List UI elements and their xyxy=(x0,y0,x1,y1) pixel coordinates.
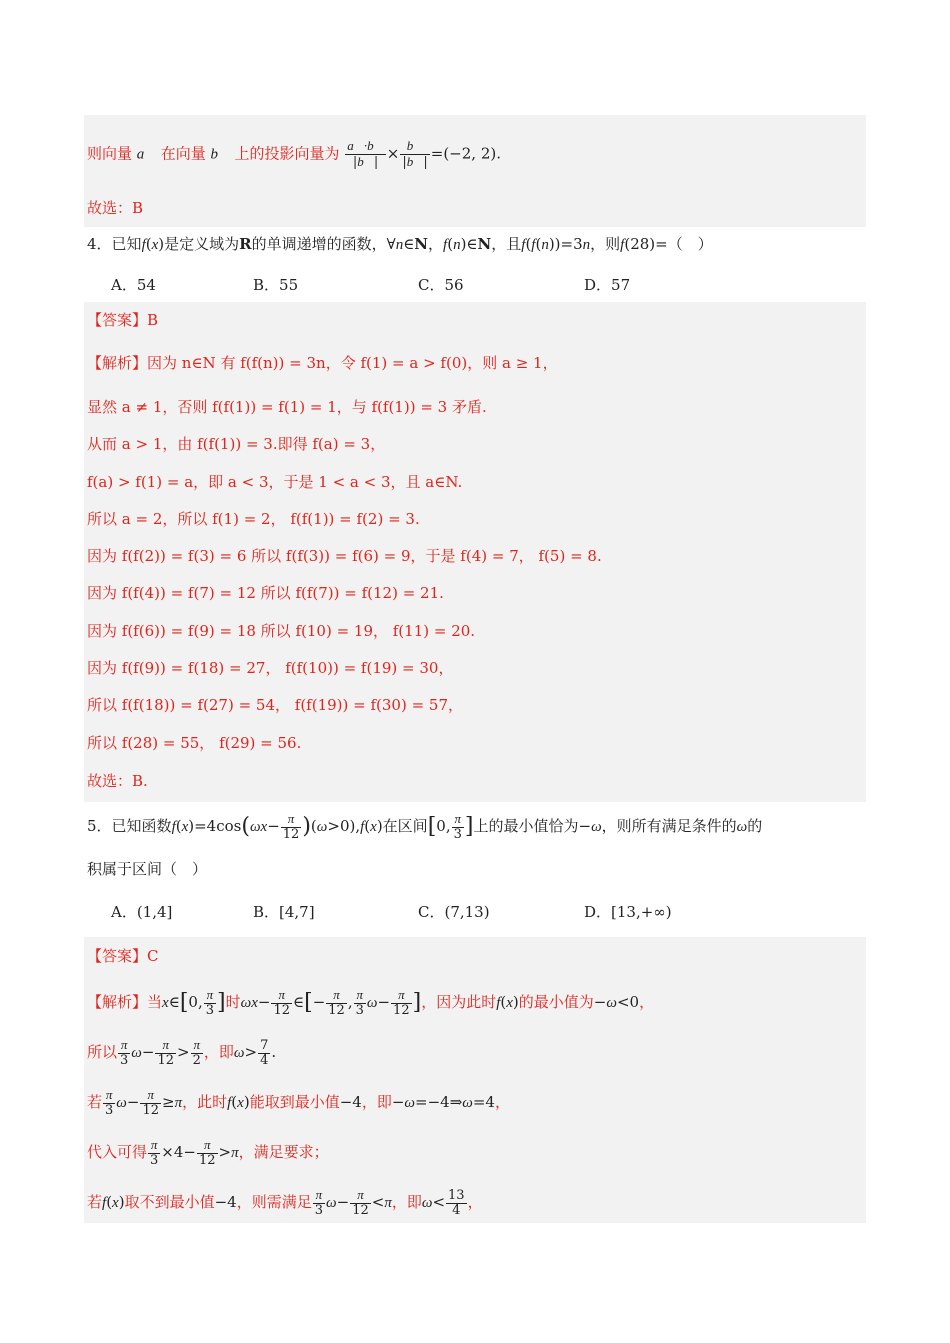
q5-analysis-line-2: 所以 $\frac{\pi}{3}$ ω− $\frac{\pi}{12}$ > $\frac{\pi}{2}$ ，即ω> $\frac{7}{4}$ . xyxy=(87,1037,277,1068)
q4-stem: 4．已知f(x)是定义域为R的单调递增的函数，∀n∈N，f(n)∈N，且f(f(n))=3n，则f(28)=（ ） xyxy=(87,235,713,253)
q5-stem-line-2: 积属于区间（ ） xyxy=(87,860,208,878)
q4-conclusion: 故选：B. xyxy=(87,772,148,790)
q5-analysis-line-3: 若 $\frac{\pi}{3}$ ω− $\frac{\pi}{12}$ ≥π，此时f(x)能取到最小值−4，即−ω=−4⇒ω=4， xyxy=(87,1087,510,1118)
q4-analysis-line-6: 因为 f(f(2)) = f(3) = 6 所以 f(f(3)) = f(6) = 9，于是 f(4) = 7， f(5) = 8. xyxy=(87,547,602,565)
projection-line: 则向量 a⃗ 在向量 b⃗ 上的投影向量为 $\frac{a⃗\cdot b⃗}{|b⃗|}$ × $\frac{b⃗}{|b⃗|}$ =(−2, 2). xyxy=(87,138,501,170)
q4-analysis-line-3: 从而 a > 1，由 f(f(1)) = 3.即得 f(a) = 3， xyxy=(87,435,386,453)
q5-option-b[interactable]: B．[4,7] xyxy=(253,903,315,921)
q4-analysis-line-9: 因为 f(f(9)) = f(18) = 27， f(f(10)) = f(19) = 30， xyxy=(87,659,454,677)
q4-analysis-line-2: 显然 a ≠ 1，否则 f(f(1)) = f(1) = 1，与 f(f(1)) = 3 矛盾. xyxy=(87,398,487,416)
q4-analysis-line-1: 【解析】因为 n∈N 有 f(f(n)) = 3n，令 f(1) = a > f(0)，则 a ≥ 1， xyxy=(87,354,558,372)
q4-analysis-line-10: 所以 f(f(18)) = f(27) = 54， f(f(19)) = f(30) = 57， xyxy=(87,696,464,714)
q4-analysis-line-11: 所以 f(28) = 55， f(29) = 56. xyxy=(87,734,302,752)
q5-option-a[interactable]: A．(1,4] xyxy=(111,903,173,921)
q5-stem-line-1: 5．已知函数f(x)=4cos(ωx− $\frac{\pi}{12}$ )(ω>0),f(x)在区间[0, $\frac{\pi}{3}$ ]上的最小值恰为−ω，则所有满足条件的ω的 xyxy=(87,811,763,842)
q4-analysis-line-8: 因为 f(f(6)) = f(9) = 18 所以 f(10) = 19， f(11) = 20. xyxy=(87,622,476,640)
q4-analysis-line-4: f(a) > f(1) = a，即 a < 3，于是 1 < a < 3，且 a∈N. xyxy=(87,473,463,491)
q4-option-c[interactable]: C．56 xyxy=(418,276,464,294)
unit-fraction: $\frac{b⃗}{|b⃗|}$ xyxy=(402,138,428,170)
q5-analysis-line-5: 若f(x)取不到最小值−4，则需满足 $\frac{\pi}{3}$ ω− $\frac{\pi}{12}$ <π，即ω< $\frac{13}{4}$ ， xyxy=(87,1187,483,1218)
q5-answer: 【答案】C xyxy=(87,947,159,965)
q5-option-d[interactable]: D．[13,+∞) xyxy=(584,903,672,921)
q5-analysis-line-1: 【解析】当x∈[0, $\frac{\pi}{3}$ ]时ωx− $\frac{\pi}{12}$ ∈[− $\frac{\pi}{12}$ , $\frac{\pi}{3}$ ω− $\frac{\pi}{12}$ ]，因为此时f(x)的最小值为−ω<0， xyxy=(87,987,655,1018)
q4-answer: 【答案】B xyxy=(87,311,159,329)
q4-option-a[interactable]: A．54 xyxy=(111,276,156,294)
solution-block-q3-end xyxy=(84,115,866,227)
q4-option-d[interactable]: D．57 xyxy=(584,276,631,294)
dot-fraction: $\frac{a⃗\cdot b⃗}{|b⃗|}$ xyxy=(347,138,384,170)
q5-analysis-line-4: 代入可得 $\frac{\pi}{3}$ ×4− $\frac{\pi}{12}$ >π，满足要求； xyxy=(87,1137,329,1168)
solution-block-q5 xyxy=(84,937,866,1223)
q4-option-b[interactable]: B．55 xyxy=(253,276,299,294)
q4-analysis-line-7: 因为 f(f(4)) = f(7) = 12 所以 f(f(7)) = f(12) = 21. xyxy=(87,584,444,602)
q5-option-c[interactable]: C．(7,13) xyxy=(418,903,490,921)
q4-analysis-line-5: 所以 a = 2，所以 f(1) = 2， f(f(1)) = f(2) = 3. xyxy=(87,510,420,528)
q3-conclusion: 故选：B xyxy=(87,199,144,217)
